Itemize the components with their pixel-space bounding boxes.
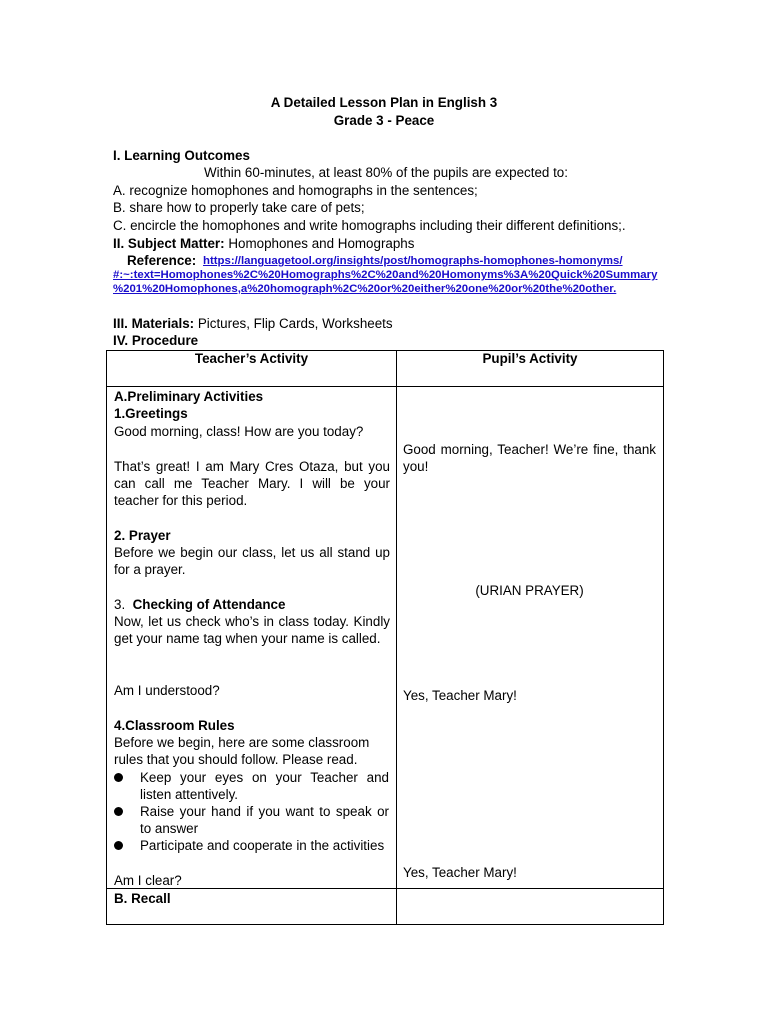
prayer-text: Before we begin our class, let us all stand up for a prayer. xyxy=(114,545,390,577)
pupil-reply-understood: Yes, Teacher Mary! xyxy=(403,688,517,703)
attendance-heading-line xyxy=(114,596,390,613)
greetings-line: Good morning, class! How are you today? xyxy=(114,424,364,439)
pupil-reply-clear: Yes, Teacher Mary! xyxy=(403,865,517,880)
teacher-activity-cell xyxy=(107,387,397,889)
pupil-column-header: Pupil’s Activity xyxy=(397,351,664,387)
procedure-table xyxy=(106,350,664,925)
preliminary-activities-heading: A.Preliminary Activities xyxy=(114,389,264,404)
pupil-activity-cell xyxy=(397,387,664,889)
rule-text: Keep your eyes on your Teacher and listen attentively. xyxy=(140,770,389,802)
reference-label: Reference: xyxy=(127,253,197,268)
recall-pupil-cell xyxy=(397,889,664,925)
page-title: A Detailed Lesson Plan in English 3 xyxy=(270,95,498,110)
subject-matter-label: II. Subject Matter: xyxy=(113,236,225,251)
greetings-heading: 1.Greetings xyxy=(114,406,188,421)
recall-heading: B. Recall xyxy=(114,891,171,906)
subject-matter xyxy=(113,236,414,251)
pupil-greeting-reply: Good morning, Teacher! We’re fine, thank you! xyxy=(403,442,656,474)
reference-link-line-2[interactable]: #:~:text=Homophones%2C%20Homographs%2C%20and%20Homonyms%3A%20Quick%20Summary xyxy=(113,269,658,281)
procedure-heading: IV. Procedure xyxy=(113,333,199,348)
greetings-intro: That’s great! I am Mary Cres Otaza, but you can call me Teacher Mary. I will be your teacher for this period. xyxy=(114,459,390,508)
materials xyxy=(113,316,393,331)
rule-text: Participate and cooperate in the activities xyxy=(140,838,385,853)
bullet-icon xyxy=(114,841,123,850)
outcome-item-c: C. encircle the homophones and write homographs including their different definitions;. xyxy=(113,218,626,233)
understood-question: Am I understood? xyxy=(114,683,220,698)
teacher-column-header: Teacher’s Activity xyxy=(107,351,397,387)
bullet-icon xyxy=(114,807,123,816)
materials-label: III. Materials: xyxy=(113,316,195,331)
materials-value: Pictures, Flip Cards, Worksheets xyxy=(197,316,393,331)
reference-link-line-1[interactable]: https://languagetool.org/insights/post/homographs-homophones-homonyms/ xyxy=(203,255,623,267)
subject-matter-value: Homophones and Homographs xyxy=(228,236,415,251)
classroom-rules-intro: Before we begin, here are some classroom rules that you should follow. Please read. xyxy=(114,735,370,767)
page-subtitle: Grade 3 - Peace xyxy=(333,113,435,128)
bullet-icon xyxy=(114,773,123,782)
prayer-heading: 2. Prayer xyxy=(114,528,171,543)
recall-cell xyxy=(107,889,397,925)
attendance-number: 3. xyxy=(114,597,126,612)
attendance-heading: Checking of Attendance xyxy=(132,597,286,612)
outcome-item-b: B. share how to properly take care of pets; xyxy=(113,200,365,215)
outcomes-heading: I. Learning Outcomes xyxy=(113,148,250,163)
outcome-item-a: A. recognize homophones and homographs in the sentences; xyxy=(113,183,478,198)
clear-question: Am I clear? xyxy=(114,873,182,888)
pupil-prayer: (URIAN PRAYER) xyxy=(475,583,584,598)
attendance-text: Now, let us check who’s in class today. Kindly get your name tag when your name is called. xyxy=(114,614,390,646)
table-row xyxy=(107,889,664,925)
table-header-row xyxy=(107,351,664,387)
reference-link-line-3[interactable]: %201%20Homophones,a%20homograph%2C%20or%20either%20one%20or%20the%20other. xyxy=(113,283,617,295)
table-row xyxy=(107,387,664,889)
rule-text: Raise your hand if you want to speak or to answer xyxy=(140,804,389,836)
outcomes-intro: Within 60-minutes, at least 80% of the pupils are expected to: xyxy=(204,165,568,180)
classroom-rules-heading: 4.Classroom Rules xyxy=(114,718,235,733)
